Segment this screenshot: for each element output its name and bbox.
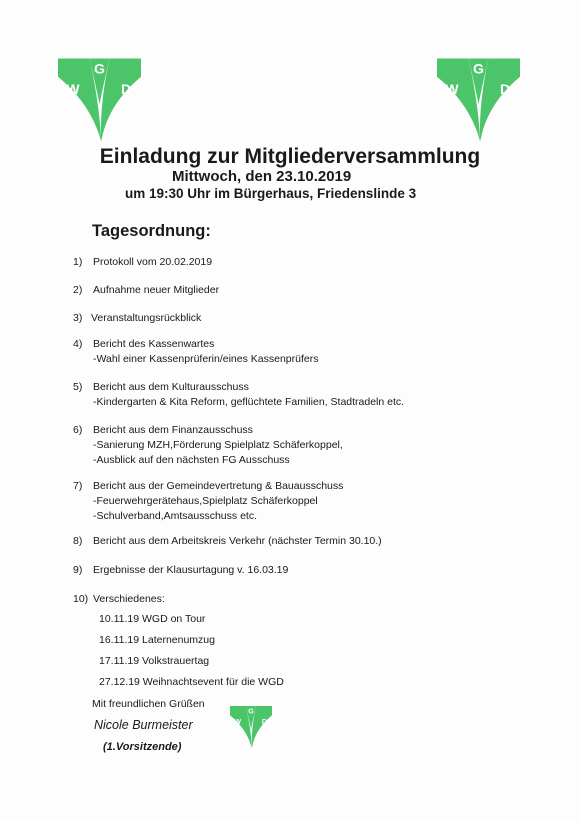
agenda-sub-item: -Feuerwehrgerätehaus,Spielplatz Schäferkoppel (93, 495, 318, 507)
agenda-item-text: Bericht aus der Gemeindevertretung & Bauausschuss (93, 480, 344, 492)
agenda-item (73, 311, 201, 326)
agenda-item (73, 534, 382, 549)
agenda-sub-item: -Wahl einer Kassenprüferin/eines Kassenprüfers (93, 353, 319, 365)
wgd-logo-icon (228, 706, 274, 748)
agenda-item-number: 5) (73, 381, 83, 393)
logo-letter-w: W (445, 81, 459, 98)
agenda-item-number: 6) (73, 424, 83, 436)
agenda-item (73, 337, 214, 352)
wgd-logo-icon (58, 58, 141, 142)
wgd-logo-right (437, 58, 520, 142)
closing-text: Mit freundlichen Grüßen (92, 698, 205, 710)
agenda-sub-item: -Ausblick auf den nächsten FG Ausschuss (93, 454, 290, 466)
agenda-item-number: 4) (73, 338, 83, 350)
wgd-logo-signature (228, 706, 274, 748)
agenda-item-number: 9) (73, 564, 83, 576)
agenda-item (73, 479, 343, 494)
wgd-logo-icon (437, 58, 520, 142)
agenda-item-number: 2) (73, 284, 83, 296)
logo-letter-g: G (248, 707, 254, 716)
signature: Nicole Burmeister (94, 718, 193, 732)
agenda-sub-item: -Schulverband,Amtsausschuss etc. (93, 510, 257, 522)
agenda-item (73, 380, 249, 395)
agenda-item-number: 3) (73, 312, 83, 324)
agenda-item-text: Veranstaltungsrückblick (91, 312, 202, 324)
agenda-sub-item: -Kindergarten & Kita Reform, geflüchtete Familien, Stadtradeln etc. (93, 396, 405, 408)
agenda-item-text: Bericht aus dem Kulturausschuss (93, 381, 249, 393)
agenda-item-text: Bericht aus dem Arbeitskreis Verkehr (nächster Termin 30.10.) (93, 535, 382, 547)
agenda-item-number: 1) (73, 256, 83, 268)
event-item: 17.11.19 Volkstrauertag (99, 655, 210, 667)
logo-letter-g: G (473, 60, 484, 77)
signatory-role: (1.Vorsitzende) (103, 741, 182, 753)
page-title: Einladung zur Mitgliederversammlung (99, 145, 481, 168)
agenda-item-text: Verschiedenes: (93, 593, 165, 605)
agenda-sub-item: -Sanierung MZH,Förderung Spielplatz Schäferkoppel, (93, 439, 343, 451)
agenda-item-number: 10) (73, 593, 89, 605)
event-item: 27.12.19 Weihnachtsevent für die WGD (99, 676, 284, 688)
logo-letter-g: G (94, 60, 105, 77)
agenda-item-text: Bericht des Kassenwartes (93, 338, 215, 350)
agenda-item (73, 563, 288, 578)
logo-letter-w: W (234, 718, 241, 727)
agenda-item (73, 283, 219, 298)
agenda-item-text: Ergebnisse der Klausurtagung v. 16.03.19 (93, 564, 289, 576)
agenda-item-number: 7) (73, 480, 83, 492)
logo-letter-d: D (261, 718, 268, 727)
logo-letter-d: D (499, 81, 511, 98)
agenda-heading: Tagesordnung: (92, 222, 211, 240)
agenda-item (73, 423, 253, 438)
event-item: 10.11.19 WGD on Tour (99, 613, 206, 625)
agenda-item-text: Bericht aus dem Finanzausschuss (93, 424, 253, 436)
agenda-item-text: Aufnahme neuer Mitglieder (93, 284, 220, 296)
meeting-date: Mittwoch, den 23.10.2019 (172, 168, 352, 185)
agenda-item-text: Protokoll vom 20.02.2019 (93, 256, 213, 268)
wgd-logo-left (58, 58, 141, 142)
logo-letter-w: W (66, 81, 80, 98)
agenda-item (73, 592, 165, 607)
logo-letter-d: D (120, 81, 132, 98)
event-item: 16.11.19 Laternenumzug (99, 634, 215, 646)
agenda-item (73, 255, 212, 270)
agenda-item-number: 8) (73, 535, 83, 547)
meeting-time-place: um 19:30 Uhr im Bürgerhaus, Friedenslinde 3 (125, 186, 417, 201)
